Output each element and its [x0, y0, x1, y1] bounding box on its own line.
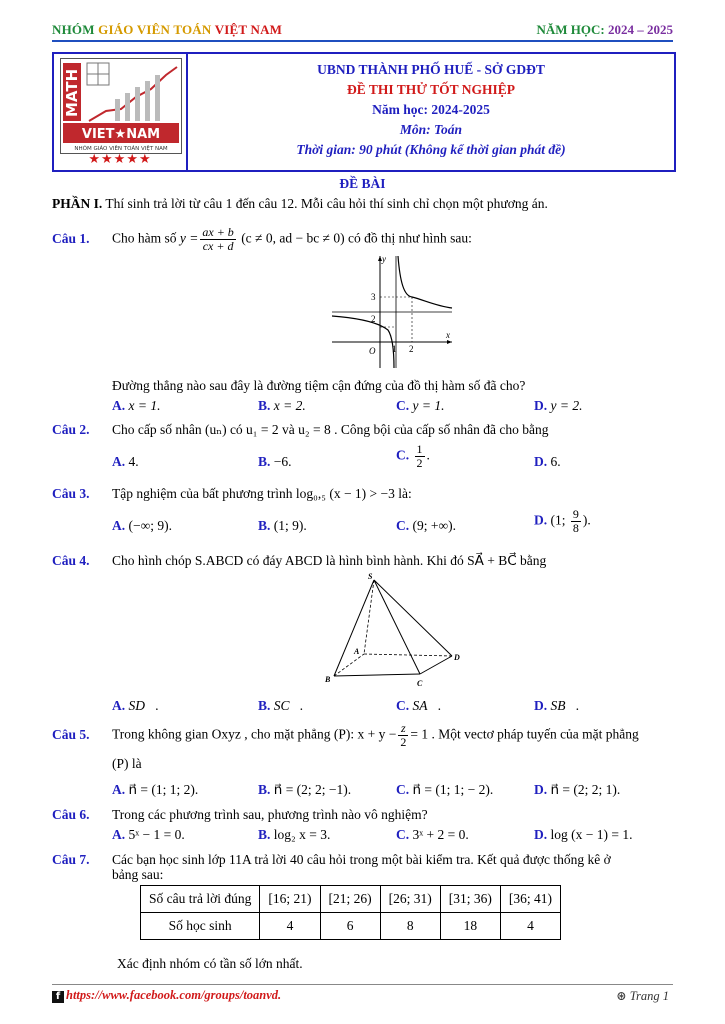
- q3-text: Tập nghiệm của bất phương trình log₀,₅ (x − 1) > −3 là:: [112, 486, 412, 501]
- header-org-part3: VIỆT NAM: [214, 22, 283, 37]
- table-cell: 6: [320, 913, 380, 940]
- q2-option-b-value: −6.: [273, 454, 292, 469]
- q2-option-d[interactable]: [534, 454, 561, 470]
- header-year: [537, 22, 674, 38]
- title-box: [52, 52, 676, 172]
- q1-option-d[interactable]: [534, 398, 582, 414]
- logo-math-text: MATH: [63, 68, 81, 117]
- q6-option-c-key: C.: [396, 827, 410, 842]
- q1-label-x: x: [446, 330, 450, 340]
- q3-option-a-key: A.: [112, 518, 126, 533]
- q5-stem: [52, 722, 639, 749]
- q2-option-b[interactable]: [258, 454, 292, 470]
- q4-option-b[interactable]: [258, 698, 303, 714]
- part1-instruction: [52, 196, 548, 212]
- q6-option-a-value: 5ˣ − 1 = 0.: [128, 827, 185, 842]
- q7-text2: bảng sau:: [112, 867, 164, 882]
- q1-option-b-value: x = 2.: [273, 398, 306, 413]
- title-text: [188, 60, 674, 160]
- q4-vertex-B: B: [325, 675, 331, 684]
- q4-vertex-A: A: [354, 647, 360, 656]
- q1-stem: [52, 226, 472, 253]
- q1-option-b[interactable]: [258, 398, 306, 414]
- footer-divider: [52, 984, 673, 985]
- q6-option-b-value: log₂ x = 3.: [273, 827, 331, 842]
- q2-stem: [52, 422, 549, 438]
- logo-bar-1: [115, 99, 120, 121]
- q6-label: Câu 6.: [52, 807, 90, 822]
- logo-growth-line: [89, 67, 177, 121]
- q2-option-d-value: 6.: [550, 454, 561, 469]
- q5-option-b-value: n⃗ = (2; 2; −1).: [273, 782, 352, 797]
- table-cell: [31; 36): [440, 886, 500, 913]
- logo-cell: [54, 54, 188, 170]
- q6-option-d-key: D.: [534, 827, 548, 842]
- q6-option-d[interactable]: [534, 827, 632, 843]
- table-cell: [16; 21): [260, 886, 320, 913]
- q7-question: Xác định nhóm có tần số lớn nhất.: [117, 956, 303, 971]
- q2-option-a-value: 4.: [128, 454, 139, 469]
- q5-option-d-value: n⃗ = (2; 2; 1).: [550, 782, 621, 797]
- q1-label-y3: 3: [371, 292, 376, 302]
- q3-option-d-fraction: [571, 508, 581, 535]
- logo-graphic: [61, 59, 181, 153]
- q4-option-d-key: D.: [534, 698, 548, 713]
- q2-option-c-value: .: [426, 447, 430, 463]
- q1-option-c-key: C.: [396, 398, 410, 413]
- q6-stem: [52, 807, 428, 823]
- table-cell: [21; 26): [320, 886, 380, 913]
- q3-option-b-key: B.: [258, 518, 271, 533]
- q6-option-d-value: log (x − 1) = 1.: [550, 827, 633, 842]
- q5-stem-line2: (P) là: [112, 756, 142, 771]
- header-year-value: 2024 – 2025: [608, 22, 673, 37]
- page-number: Trang 1: [629, 989, 669, 1003]
- q4-pyramid-figure: [318, 570, 468, 692]
- q7-frequency-table: [140, 885, 561, 940]
- q7-stem: [52, 852, 611, 868]
- q1-label-y: y: [382, 254, 386, 264]
- page-icon: ⊛: [616, 989, 627, 1003]
- q1-fraction: [200, 226, 235, 253]
- q5-pre: Trong không gian Oxyz , cho mặt phẳng (P): x + y −: [112, 726, 397, 742]
- table-row: [141, 886, 561, 913]
- q4-option-d-value: SB⃗.: [550, 698, 580, 713]
- part1-label: PHẦN I.: [52, 196, 103, 211]
- q2-text: Cho cấp số nhân (uₙ) có u₁ = 2 và u₂ = 8 . Công bội của cấp số nhân đã cho bằng: [112, 422, 549, 437]
- table-cell: [26; 31): [380, 886, 440, 913]
- q1-label-y2: 2: [371, 314, 376, 324]
- q3-label: Câu 3.: [52, 486, 90, 501]
- q3-stem: [52, 486, 412, 502]
- q4-option-a[interactable]: [112, 698, 159, 714]
- table-header-cell: Số học sinh: [141, 913, 260, 940]
- header-year-label: NĂM HỌC:: [536, 22, 608, 37]
- q3-option-c-key: C.: [396, 518, 410, 533]
- q1-cond: (c ≠ 0, ad − bc ≠ 0) có đồ thị như hình sau:: [237, 230, 472, 246]
- q4-option-b-key: B.: [258, 698, 271, 713]
- q5-option-c-value: n⃗ = (1; 1; − 2).: [412, 782, 494, 797]
- q4-edge-SC: [374, 580, 420, 674]
- logo-stars: ★★★★★: [88, 151, 152, 166]
- q5-label: Câu 5.: [52, 726, 90, 742]
- q1-option-a[interactable]: [112, 398, 160, 414]
- q4-vertex-S: S: [368, 572, 373, 581]
- q4-label: Câu 4.: [52, 553, 90, 568]
- q4-stem: [52, 553, 546, 569]
- table-cell: 18: [440, 913, 500, 940]
- q5-post: = 1 . Một vectơ pháp tuyến của mặt phẳng: [410, 726, 639, 742]
- title-line-3: Năm học: 2024-2025: [372, 102, 490, 117]
- table-cell: 8: [380, 913, 440, 940]
- q2-option-c-den: 2: [416, 456, 423, 470]
- q1-den: cx + d: [202, 239, 234, 253]
- q5-num: z: [398, 722, 408, 736]
- q5-option-b-key: B.: [258, 782, 271, 797]
- q5-option-d-key: D.: [534, 782, 548, 797]
- q6-option-c[interactable]: [396, 827, 469, 843]
- q1-question: Đường thẳng nào sau đây là đường tiệm cận đứng của đồ thị hàm số đã cho?: [112, 378, 526, 393]
- logo-bar-2: [125, 93, 130, 121]
- q2-option-c[interactable]: [396, 443, 430, 470]
- footer-link[interactable]: [52, 988, 281, 1003]
- q4-edge-SD: [374, 580, 452, 656]
- section-title: ĐỀ BÀI: [339, 176, 386, 191]
- title-line-2: ĐỀ THI THỬ TỐT NGHIỆP: [346, 82, 516, 97]
- q4-vertex-D: D: [454, 653, 460, 662]
- q3-option-b-value: (1; 9).: [273, 518, 307, 533]
- q5-den: 2: [400, 735, 407, 749]
- logo-bar-4: [145, 81, 150, 121]
- q1-label: Câu 1.: [52, 230, 90, 246]
- q3-option-b[interactable]: [258, 518, 307, 534]
- q4-text: Cho hình chóp S.ABCD có đáy ABCD là hình bình hành. Khi đó SA⃗ + BC⃗ bằng: [112, 553, 547, 568]
- q1-option-c-value: y = 1.: [412, 398, 445, 413]
- q6-option-b[interactable]: [258, 827, 330, 843]
- q1-option-b-key: B.: [258, 398, 271, 413]
- q1-label-origin: O: [369, 346, 376, 356]
- logo-vietnam-text: VIET★NAM: [81, 127, 161, 142]
- table-cell: 4: [260, 913, 320, 940]
- q4-edge-AD: [364, 654, 452, 656]
- q1-label-x2: 2: [409, 344, 414, 354]
- logo-subtitle: NHÓM GIÁO VIÊN TOÁN VIỆT NAM: [74, 146, 168, 152]
- q6-text: Trong các phương trình sau, phương trình nào vô nghiệm?: [112, 807, 428, 822]
- q6-option-c-value: 3ˣ + 2 = 0.: [412, 827, 469, 842]
- q6-option-b-key: B.: [258, 827, 271, 842]
- q7-text1: Các bạn học sinh lớp 11A trả lời 40 câu hỏi trong một bài kiểm tra. Kết quả được thống kê ở: [112, 852, 611, 867]
- q4-option-a-value: SD⃗.: [128, 698, 159, 713]
- logo-bar-3: [135, 87, 140, 121]
- logo: [60, 58, 182, 154]
- q1-y: y =: [179, 230, 199, 246]
- part1-text: Thí sinh trả lời từ câu 1 đến câu 12. Mỗi câu hỏi thí sinh chỉ chọn một phương án.: [102, 196, 548, 211]
- q2-option-a[interactable]: [112, 454, 139, 470]
- facebook-icon: f: [52, 991, 64, 1003]
- q5-option-a[interactable]: [112, 782, 198, 798]
- header-org: [52, 22, 282, 38]
- q5-option-b[interactable]: [258, 782, 351, 798]
- logo-bar-5: [155, 75, 160, 121]
- table-cell: [36; 41): [500, 886, 560, 913]
- q2-option-c-num: 1: [416, 442, 423, 456]
- q3-option-d-pre: (1;: [550, 512, 569, 528]
- q3-option-d-value: ).: [582, 512, 591, 528]
- table-cell: 4: [500, 913, 560, 940]
- q4-edge-BC: [334, 674, 420, 676]
- q5-option-c[interactable]: [396, 782, 493, 798]
- q2-option-d-key: D.: [534, 454, 548, 469]
- q3-option-d-num: 9: [572, 507, 579, 521]
- q2-option-b-key: B.: [258, 454, 271, 469]
- q1-num: ax + b: [202, 225, 234, 239]
- q4-edge-SB: [334, 580, 374, 676]
- q1-x-arrow: [447, 340, 452, 344]
- table-row: [141, 913, 561, 940]
- q4-option-a-key: A.: [112, 698, 126, 713]
- q3-option-a[interactable]: [112, 518, 172, 534]
- q1-option-a-key: A.: [112, 398, 126, 413]
- q5-option-a-key: A.: [112, 782, 126, 797]
- q6-option-a-key: A.: [112, 827, 126, 842]
- footer-page: [616, 988, 669, 1004]
- footer-link-text: https://www.facebook.com/groups/toanvd.: [66, 988, 282, 1002]
- q2-option-c-fraction: [415, 443, 425, 470]
- q3-option-c-value: (9; +∞).: [412, 518, 456, 533]
- q3-option-d-key: D.: [534, 512, 548, 528]
- q3-option-a-value: (−∞; 9).: [128, 518, 172, 533]
- title-line-4: Môn: Toán: [399, 122, 463, 137]
- q4-option-c-value: SA⃗.: [412, 698, 442, 713]
- q2-option-a-key: A.: [112, 454, 126, 469]
- q4-option-c[interactable]: [396, 698, 441, 714]
- q1-curve-right: [398, 256, 452, 308]
- q1-option-c[interactable]: [396, 398, 444, 414]
- q4-vertex-C: C: [417, 679, 423, 688]
- q1-graph: [328, 252, 456, 370]
- q1-label-x1: 1: [392, 344, 397, 354]
- title-line-1: UBND THÀNH PHỐ HUẾ - SỞ GDĐT: [317, 62, 545, 77]
- q3-option-d[interactable]: [534, 508, 591, 535]
- q7-label: Câu 7.: [52, 852, 90, 867]
- title-line-5: Thời gian: 90 phút (Không kể thời gian phát đề): [296, 142, 566, 157]
- q1-option-d-key: D.: [534, 398, 548, 413]
- header-org-part2: GIÁO VIÊN TOÁN: [98, 22, 215, 37]
- header-divider: [52, 40, 673, 42]
- q2-option-c-key: C.: [396, 447, 410, 463]
- header-org-part1: NHÓM: [52, 22, 99, 37]
- table-header-cell: Số câu trả lời đúng: [141, 886, 260, 913]
- q6-option-a[interactable]: [112, 827, 185, 843]
- q4-option-c-key: C.: [396, 698, 410, 713]
- q4-option-d[interactable]: [534, 698, 579, 714]
- q5-option-a-value: n⃗ = (1; 1; 2).: [128, 782, 199, 797]
- q4-edge-CD: [420, 656, 452, 674]
- q1-option-a-value: x = 1.: [128, 398, 161, 413]
- q5-option-c-key: C.: [396, 782, 410, 797]
- q3-option-c[interactable]: [396, 518, 456, 534]
- q2-label: Câu 2.: [52, 422, 90, 437]
- q4-option-b-value: SC⃗.: [273, 698, 304, 713]
- q5-fraction: [398, 722, 408, 749]
- q3-option-d-den: 8: [572, 521, 579, 535]
- q1-option-d-value: y = 2.: [550, 398, 583, 413]
- q1-pre: Cho hàm số: [112, 230, 180, 246]
- q5-option-d[interactable]: [534, 782, 620, 798]
